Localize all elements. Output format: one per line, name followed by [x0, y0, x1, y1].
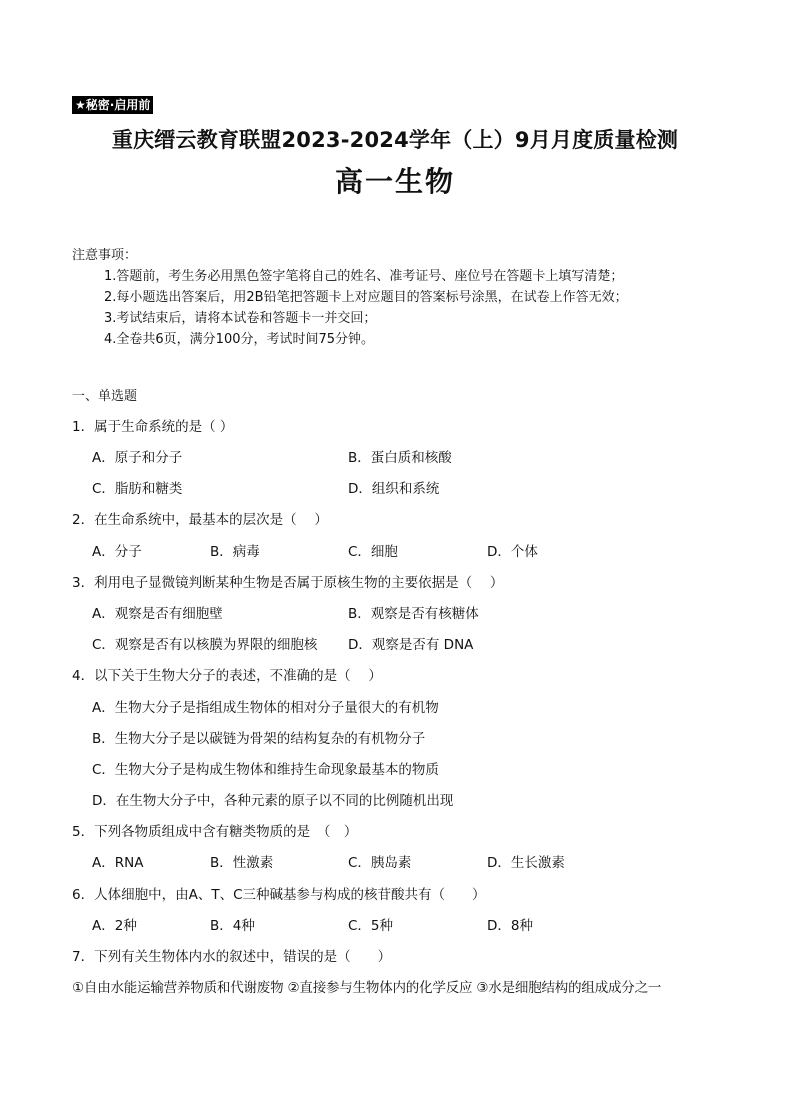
question-stem: 6．人体细胞中，由A、T、C三种碱基参与构成的核苷酸共有（ ） [72, 887, 486, 903]
option-c: C．5种 [348, 918, 394, 934]
option-b: B．性激素 [210, 855, 274, 871]
option-b: B．观察是否有核糖体 [348, 606, 479, 622]
option-d: D．生长激素 [487, 855, 565, 871]
option-d: D．在生物大分子中，各种元素的原子以不同的比例随机出现 [92, 793, 454, 809]
notice-item: 3.考试结束后，请将本试卷和答题卡一并交回； [104, 311, 377, 326]
option-a: A．2种 [92, 918, 137, 934]
option-a: A．生物大分子是指组成生物体的相对分子量很大的有机物 [92, 700, 439, 716]
option-c: C．生物大分子是构成生物体和维持生命现象最基本的物质 [92, 762, 439, 778]
option-b: B．蛋白质和核酸 [348, 450, 452, 466]
option-b: B．病毒 [210, 544, 260, 560]
option-d: D．个体 [487, 544, 538, 560]
option-c: C．观察是否有以核膜为界限的细胞核 [92, 637, 318, 653]
notice-item: 4.全卷共6页，满分100分，考试时间75分钟。 [104, 332, 375, 347]
section-heading: 一、单选题 [72, 389, 138, 404]
option-b: B．4种 [210, 918, 255, 934]
notice-item: 2.每小题选出答案后，用2B铅笔把答题卡上对应题目的答案标号涂黑，在试卷上作答无效； [104, 290, 628, 305]
confidential-badge: ★秘密·启用前 [72, 96, 153, 114]
question-stem: 5．下列各物质组成中含有糖类物质的是 （ ） [72, 824, 358, 840]
subject-title: 高一生物 [334, 165, 455, 198]
option-a: A．原子和分子 [92, 450, 183, 466]
option-d: D．观察是否有 DNA [348, 637, 474, 653]
notice-heading: 注意事项： [72, 248, 138, 263]
option-a: A．RNA [92, 855, 144, 871]
option-c: C．细胞 [348, 544, 398, 560]
option-d: D．组织和系统 [348, 481, 440, 497]
option-a: A．分子 [92, 544, 142, 560]
question-stem: 4．以下关于生物大分子的表述，不准确的是（ ） [72, 668, 382, 684]
option-c: C．脂肪和糖类 [92, 481, 183, 497]
question-stem: 3．利用电子显微镜判断某种生物是否属于原核生物的主要依据是（ ） [72, 575, 504, 591]
question-stem: 7．下列有关生物体内水的叙述中，错误的是（ ） [72, 949, 392, 965]
option-a: A．观察是否有细胞壁 [92, 606, 223, 622]
statement-list: ①自由水能运输营养物质和代谢废物 ②直接参与生物体内的化学反应 ③水是细胞结构的组成成分之一 [72, 980, 662, 996]
question-stem: 2．在生命系统中，最基本的层次是（ ） [72, 512, 328, 528]
option-b: B．生物大分子是以碳链为骨架的结构复杂的有机物分子 [92, 731, 426, 747]
question-stem: 1．属于生命系统的是（ ） [72, 419, 234, 435]
exam-title: 重庆缙云教育联盟2023-2024学年（上）9月月度质量检测 [111, 128, 679, 152]
notice-item: 1.答题前，考生务必用黑色签字笔将自己的姓名、准考证号、座位号在答题卡上填写清楚； [104, 269, 624, 284]
option-c: C．胰岛素 [348, 855, 412, 871]
option-d: D．8种 [487, 918, 533, 934]
